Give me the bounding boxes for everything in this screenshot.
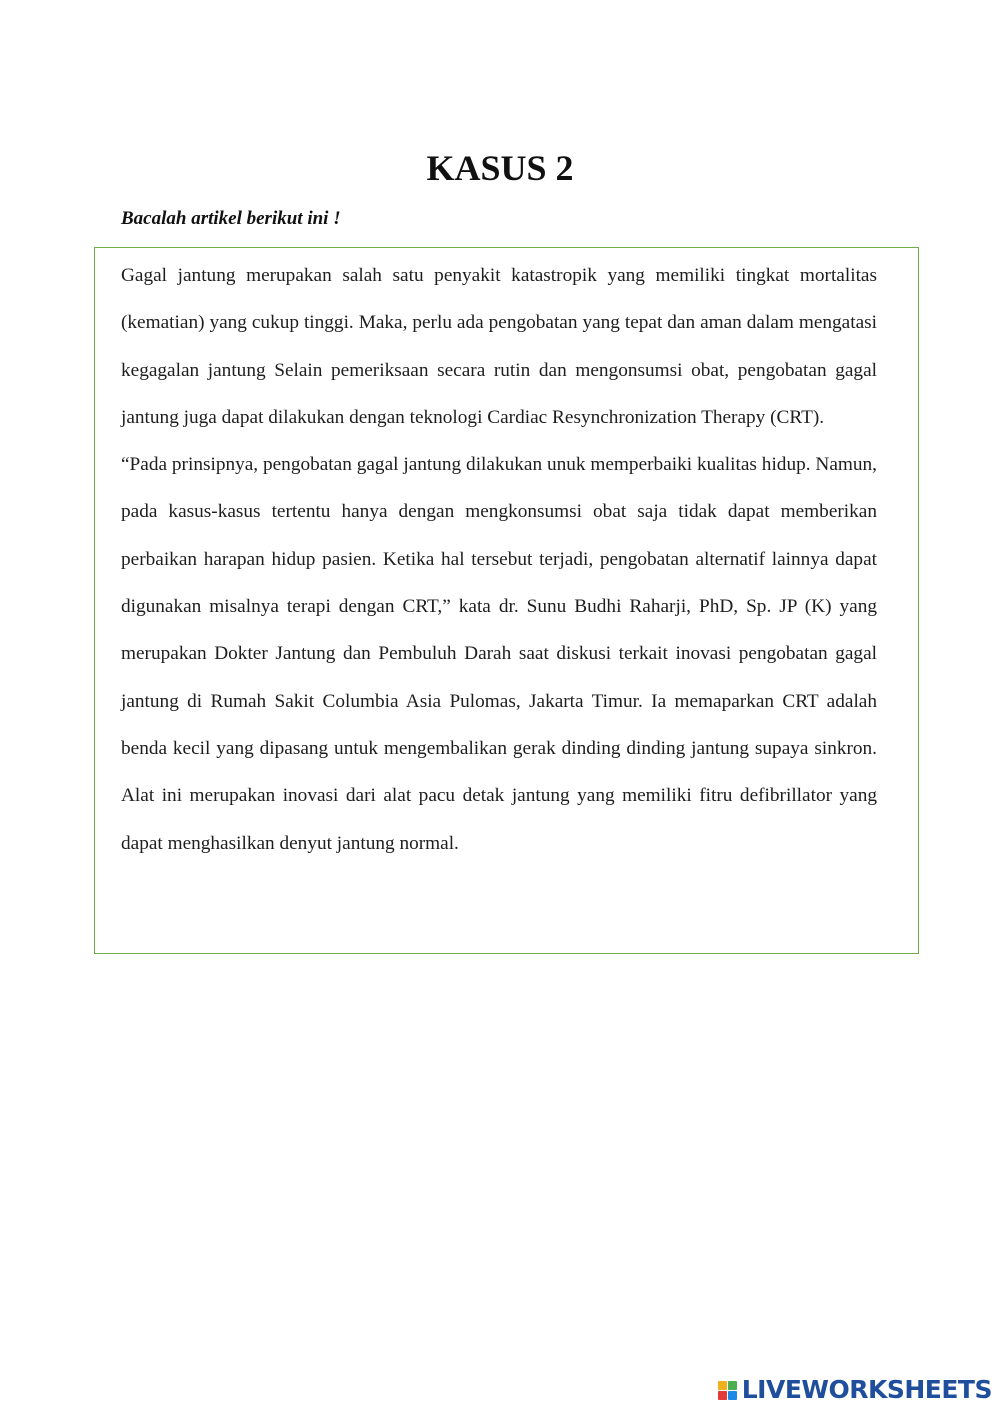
logo-square-blue bbox=[728, 1391, 737, 1400]
article-paragraph-1: Gagal jantung merupakan salah satu penyakit katastropik yang memiliki tingkat mortalitas (kematian) yang cukup tinggi. Maka, perlu ada pengobatan yang tepat dan aman dalam mengatasi kegagalan jantung Selain pemeriksaan secara rutin dan mengonsumsi obat, pengobatan gagal jantung juga dapat dilakukan dengan teknologi Cardiac Resynchronization Therapy (CRT). bbox=[121, 265, 877, 428]
article-paragraph-2: “Pada prinsipnya, pengobatan gagal jantung dilakukan unuk memperbaiki kualitas hidup. Namun, pada kasus-kasus tertentu hanya dengan mengkonsumsi obat saja tidak dapat memberikan perbaikan harapan hidup pasien. Ketika hal tersebut terjadi, pengobatan alternatif lainnya dapat digunakan misalnya terapi dengan CRT,” kata dr. Sunu Budhi Raharji, PhD, Sp. JP (K) yang merupakan Dokter Jantung dan Pembuluh Darah saat diskusi terkait inovasi pengobatan gagal jantung di Rumah Sakit Columbia Asia Pulomas, Jakarta Timur. Ia memaparkan CRT adalah benda kecil yang dipasang untuk mengembalikan gerak dinding dinding jantung supaya sinkron. Alat ini merupakan inovasi dari alat pacu detak jantung yang memiliki fitru defibrillator yang dapat menghasilkan denyut jantung normal. bbox=[121, 454, 877, 854]
article-box bbox=[94, 247, 919, 954]
logo-square-yellow bbox=[718, 1381, 727, 1390]
instruction-text: Bacalah artikel berikut ini ! bbox=[121, 208, 341, 229]
page-title: KASUS 2 bbox=[426, 148, 574, 189]
liveworksheets-logo-icon bbox=[718, 1381, 737, 1400]
liveworksheets-logo bbox=[718, 1375, 992, 1405]
logo-text: LIVEWORKSHEETS bbox=[741, 1375, 992, 1404]
logo-square-red bbox=[718, 1391, 727, 1400]
logo-square-green bbox=[728, 1381, 737, 1390]
